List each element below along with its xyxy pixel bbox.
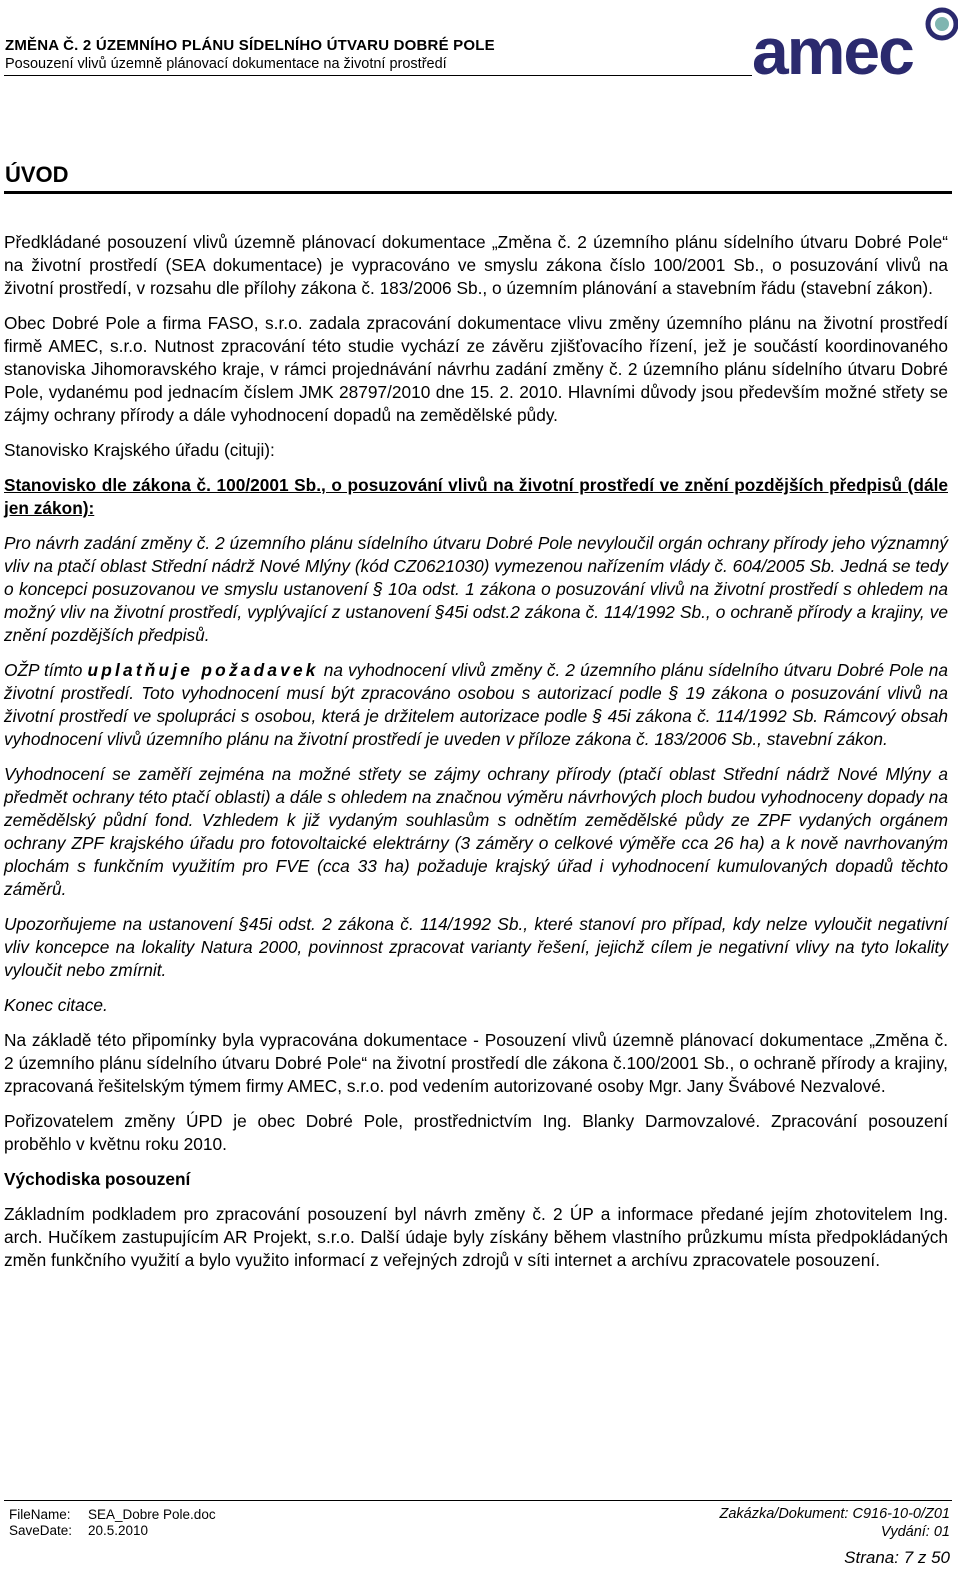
paragraph-quote-4: Upozorňujeme na ustanovení §45i odst. 2 zákona č. 114/1992 Sb., které stanoví pro případ, kdy nelze vyloučit negativní vliv koncepce na lokality Natura 2000, povinnost zpracovat varianty řešení, jejichž cílem je negativní vlivy na tyto lokality vyloučit nebo zmírnit. [4,914,948,980]
footer-contract: Zakázka/Dokument: C916-10-0/Z01 [719,1506,950,1522]
footer-savedate-label: SaveDate: [9,1523,73,1538]
footer-filename-label: FileName: [9,1507,71,1522]
footer-savedate-value: 20.5.2010 [88,1523,149,1538]
paragraph-citation-intro: Stanovisko Krajského úřadu (cituji): [4,440,275,460]
quote-2-start: OŽP tímto [4,660,83,680]
section-rule [4,191,952,194]
footer-filename-value: SEA_Dobre Pole.doc [88,1507,216,1522]
paragraph-documentation: Na základě této připomínky byla vypracována dokumentace - Posouzení vlivů územně plánovací dokumentace „Změna č. 2 územního plánu sídelního útvaru Dobré Pole“ na životní prostředí dle zákona č.100/2001 Sb., o ochraně přírody a krajiny, zpracovaná řešitelským týmem firmy AMEC, s.r.o. pod vedením autorizované osoby Mgr. Jany Švábové Nezvalové. [4,1030,948,1096]
logo-dot-icon [935,17,949,31]
paragraph-basis: Základním podkladem pro zpracování posouzení byl návrh změny č. 2 ÚP a informace předané jejím zhotovitelem Ing. arch. Hučíkem zastupujícím AR Projekt, s.r.o. Další údaje byly získány během vlastního průzkumu místa předpokládaných změn funkčního využití a bylo využito informací z veřejných zdrojů v síti internet a archívu zpracovatele posouzení. [4,1204,948,1270]
paragraph-procurer: Pořizovatelem změny ÚPD je obec Dobré Pole, prostřednictvím Ing. Blanky Darmovzalové. Zpracování posouzení proběhlo v květnu roku 2010. [4,1111,948,1154]
quote-2-rest: na vyhodnocení vlivů změny č. 2 územního plánu sídelního útvaru Dobré Pole na životní prostředí. Toto vyhodnocení musí být zpracováno osobou s autorizací podle § 19 zákona o posuzování vlivů na životní prostředí ve spolupráci s osobou, která je držitelem autorizace podle § 45i zákona č. 114/1992 Sb. Rámcový obsah vyhodnocení vlivů územního plánu na životní prostředí je uveden v příloze zákona č. 183/2006 Sb., stavební zákon. [4,660,948,749]
logo-text: amec [752,14,913,80]
header-subtitle: Posouzení vlivů územně plánovací dokumentace na životní prostředí [5,56,447,72]
header-rule [4,75,752,76]
paragraph-quote-2 [4,659,948,751]
paragraph-opinion-heading: Stanovisko dle zákona č. 100/2001 Sb., o posuzování vlivů na životní prostředí ve znění pozdějších předpisů (dále jen zákon): [4,475,948,518]
section-title: ÚVOD [5,162,69,187]
footer-issue: Vydání: 01 [880,1524,950,1540]
amec-logo [752,4,958,80]
paragraph-intro: Předkládané posouzení vlivů územně plánovací dokumentace „Změna č. 2 územního plánu sídelního útvaru Dobré Pole“ na životní prostředí (SEA dokumentace) je vypracováno ve smyslu zákona číslo 100/2001 Sb., o posuzování vlivů na životní prostředí, v rozsahu dle přílohy zákona č. 183/2006 Sb., o územním plánování a stavebním řádu (stavební zákon). [4,232,948,298]
footer-rule [4,1500,952,1501]
paragraph-end-citation: Konec citace. [4,995,108,1015]
document-body [4,231,948,1272]
paragraph-quote-3: Vyhodnocení se zaměří zejména na možné střety se zájmy ochrany přírody (ptačí oblast Střední nádrž Nové Mlýny a předmět ochrany této ptačí oblasti) a dále s ohledem na značnou výměru návrhových ploch budou vyhodnoceny dopady na zemědělský půdní fond. Vzhledem k již vydaným souhlasům s odnětím zemědělské půdy ze ZPF vydaných orgánem ochrany ZPF krajského úřadu pro fotovoltaické elektrárny (3 záměry o celkové výměře cca 26 ha) a k nově navrhovaným plochám s funkčním využitím pro FVE (cca 33 ha) požaduje krajský úřad i vyhodnocení kumulovaných dopadů těchto záměrů. [4,764,948,899]
paragraph-quote-1: Pro návrh zadání změny č. 2 územního plánu sídelního útvaru Dobré Pole nevyloučil orgán ochrany přírody jeho významný vliv na ptačí oblast Střední nádrž Nové Mlýny (kód CZ0621030) vymezenou nařízením vlády č. 604/2005 Sb. Jedná se tedy o koncepci posuzovanou ve smyslu ustanovení § 10a odst. 1 zákona o posuzování vlivů na životní prostředí s ohledem na možný vliv na životní prostředí, vyplývající z ustanovení §45i odst.2 zákona č. 114/1992 Sb., o ochraně přírody a krajiny, ve znění pozdějších předpisů. [4,533,948,645]
paragraph-commission: Obec Dobré Pole a firma FASO, s.r.o. zadala zpracování dokumentace vlivu změny územního plánu na životní prostředí firmě AMEC, s.r.o. Nutnost zpracování této studie vychází ze závěru zjišťovacího řízení, jež je součástí koordinovaného stanoviska Jihomoravského kraje, v rámci projednávání návrhu zadání změny č. 2 územního plánu sídelního útvaru Dobré Pole, vydanému pod jednacím číslem JMK 28797/2010 dne 15. 2. 2010. Hlavními důvody jsou především možné střety se zájmy ochrany přírody a dále vyhodnocení dopadů na zemědělské půdy. [4,313,948,425]
header-title: ZMĚNA Č. 2 ÚZEMNÍHO PLÁNU SÍDELNÍHO ÚTVARU DOBRÉ POLE [5,37,495,54]
quote-2-emphasis: uplatňuje požadavek [87,660,319,680]
subheading-basis: Východiska posouzení [4,1169,191,1189]
footer-page-number: Strana: 7 z 50 [844,1548,950,1567]
